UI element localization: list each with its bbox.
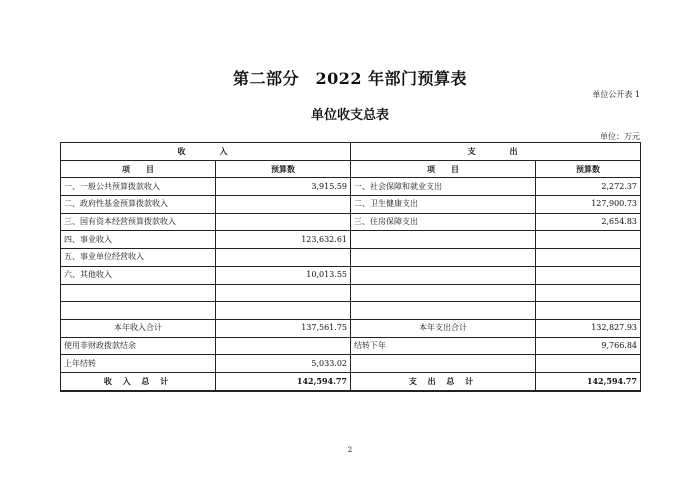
income-item: 五、事业单位经营收入 — [61, 249, 216, 267]
expense-value — [536, 249, 641, 267]
income-subtotal-value: 137,561.75 — [216, 319, 351, 337]
income-item: 使用非财政拨款结余 — [61, 337, 216, 355]
expense-budget-header: 预算数 — [536, 160, 641, 178]
expense-subtotal-label: 本年支出合计 — [351, 319, 536, 337]
income-value — [216, 302, 351, 320]
table-row — [61, 266, 641, 284]
income-section-header: 收 入 — [61, 143, 351, 161]
income-item-header: 项 目 — [61, 160, 216, 178]
income-item: 四、事业收入 — [61, 231, 216, 249]
expense-total-label: 支 出 总 计 — [351, 372, 536, 390]
income-item: 六、其他收入 — [61, 266, 216, 284]
expense-subtotal-value: 132,827.93 — [536, 319, 641, 337]
income-value: 3,915.59 — [216, 178, 351, 196]
expense-value: 9,766.84 — [536, 337, 641, 355]
expense-value — [536, 231, 641, 249]
expense-value — [536, 302, 641, 320]
income-value — [216, 196, 351, 214]
income-value — [216, 213, 351, 231]
table-row — [61, 302, 641, 320]
expense-item: 三、住房保障支出 — [351, 213, 536, 231]
table-row — [61, 249, 641, 267]
column-header-row — [61, 160, 641, 178]
expense-item — [351, 249, 536, 267]
income-item — [61, 284, 216, 302]
page-title: 第二部分 2022 年部门预算表 — [232, 69, 468, 88]
expense-value: 127,900.73 — [536, 196, 641, 214]
expense-item — [351, 231, 536, 249]
income-item: 一、一般公共预算拨款收入 — [61, 178, 216, 196]
table-title: 单位收支总表 — [310, 108, 389, 123]
income-value: 123,632.61 — [216, 231, 351, 249]
income-value — [216, 249, 351, 267]
table-row — [61, 196, 641, 214]
income-value: 5,033.02 — [216, 355, 351, 373]
expense-value — [536, 266, 641, 284]
sheet-label: 单位公开表 1 — [592, 90, 640, 99]
unit-label: 单位：万元 — [600, 132, 640, 141]
expense-value: 2,272.37 — [536, 178, 641, 196]
budget-table — [60, 142, 641, 392]
expense-item: 结转下年 — [351, 337, 536, 355]
expense-value — [536, 284, 641, 302]
expense-total-value: 142,594.77 — [536, 372, 641, 390]
expense-item — [351, 266, 536, 284]
subtotal-row — [61, 319, 641, 337]
table-row — [61, 337, 641, 355]
income-item: 二、政府性基金预算拨款收入 — [61, 196, 216, 214]
page-number: 2 — [347, 446, 353, 454]
table-row — [61, 213, 641, 231]
expense-value — [536, 355, 641, 373]
income-budget-header: 预算数 — [216, 160, 351, 178]
expense-value: 2,654.83 — [536, 213, 641, 231]
income-value — [216, 284, 351, 302]
expense-section-header: 支 出 — [351, 143, 641, 161]
expense-item — [351, 284, 536, 302]
income-item: 三、国有资本经营预算拨款收入 — [61, 213, 216, 231]
income-subtotal-label: 本年收入合计 — [61, 319, 216, 337]
expense-item: 一、社会保障和就业支出 — [351, 178, 536, 196]
income-item — [61, 302, 216, 320]
table-row — [61, 231, 641, 249]
income-item: 上年结转 — [61, 355, 216, 373]
expense-item-header: 项 目 — [351, 160, 536, 178]
table-row — [61, 284, 641, 302]
table-row — [61, 178, 641, 196]
grand-total-row — [61, 372, 641, 390]
income-total-label: 收 入 总 计 — [61, 372, 216, 390]
income-value — [216, 337, 351, 355]
table-row — [61, 355, 641, 373]
income-total-value: 142,594.77 — [216, 372, 351, 390]
expense-item: 二、卫生健康支出 — [351, 196, 536, 214]
income-value: 10,013.55 — [216, 266, 351, 284]
section-header-row — [61, 143, 641, 161]
expense-item — [351, 302, 536, 320]
expense-item — [351, 355, 536, 373]
